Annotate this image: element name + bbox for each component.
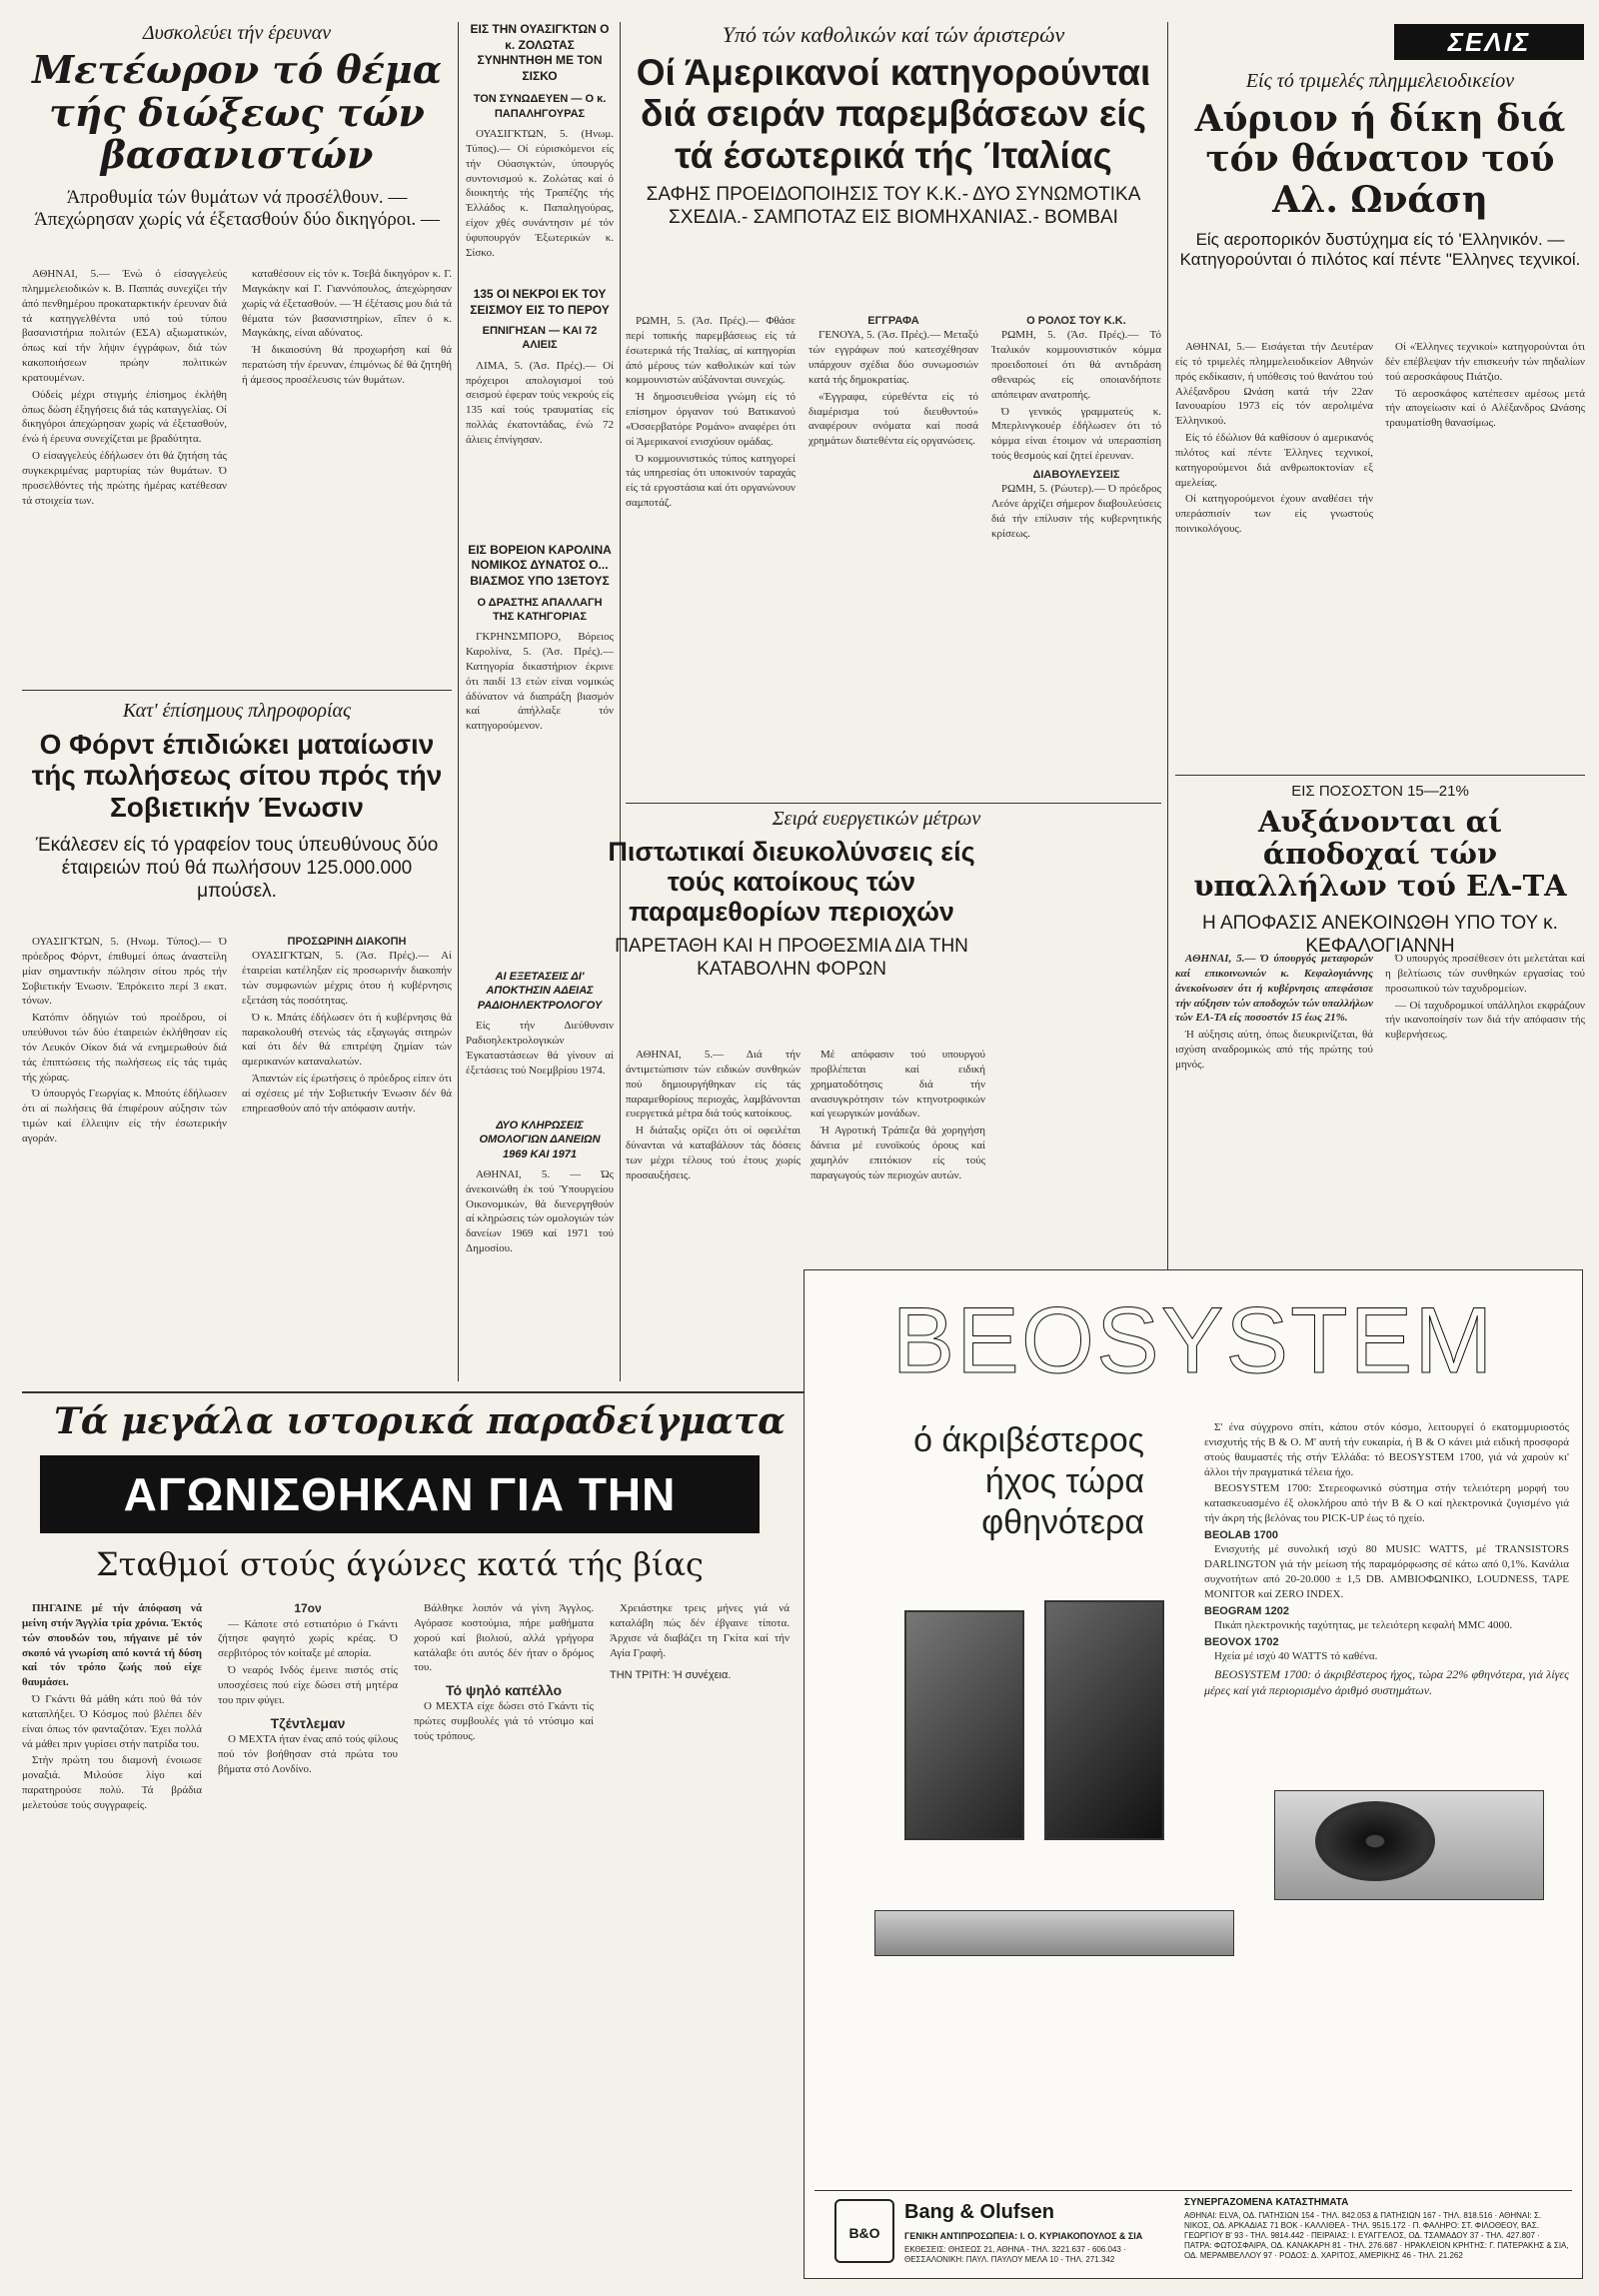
column-rule [458,22,459,1381]
paragraph: ΟΥΑΣΙΓΚΤΩΝ, 5. (Άσ. Πρές).— Αί έταιρείαι κατέληξαν είς προσωρινήν διακοπήν τών συμφωνιών μέχρις ότου ή κυβέρνησις εξετάση τάς ποσότητας. [242,950,452,1007]
article-onassis [1175,70,1585,770]
section-heading: ΠΡΟΣΩΡΙΝΗ ΔΙΑΚΟΠΗ [287,936,407,948]
body-col-1 [1175,340,1373,770]
spec-heading: BEOLAB 1700 [1204,1528,1278,1541]
paragraph: Κατόπιν όδηγιών τού προέδρου, οί υπεύθυνοι τών δύο έταιρειών έκλήθησαν είς τόν Λευκόν Οίκον διά νά ενημερωθούν διά τάς έπιπτώσεις τής πωλήσεως είς τάς τιμάς τής χώρας. [22,1012,227,1084]
body-col-1 [626,314,796,794]
paragraph: ΡΩΜΗ, 5. (Ρώυτερ).— Ό πρόεδρος Λεόνε άρχίζει σήμερον διαβουλεύσεις διά τήν επίλυσιν τής κυβερνητικής κρίσεως. [991,483,1161,540]
article-border-areas [596,808,1157,1347]
body-left [22,935,227,1374]
paragraph: ΓΚΡΗΝΣΜΠΟΡΟ, Βόρειος Καρολίνα, 5. (Άσ. Πρές).— Κατηγορία δικαστήριον έκρινε ότι παιδί 13 ετών είναι νομικώς άδύνατον νά διαπράξη βιασμόν καί άπήλλαξε τόν κατηγορούμενον. [466,631,614,733]
spec-heading: BEOGRAM 1202 [1204,1604,1289,1617]
paragraph: Ό νεαρός Ινδός έμεινε πιστός στίς υποσχέσεις πού είχε δώσει στή μητέρα του πριν φύγει. [218,1664,398,1706]
ad-footer [814,2190,1572,2272]
paragraph: ΠΗΓΑΙΝΕ μέ τήν άπόφαση νά μείνη στήν Άγγλία τρία χρόνια. Έκτός τών σπουδών του, πήγαινε μέ τόν σκοπό νά γνωρίση από κοντά τή δύση καί τόν τρόπο ζωής πού είχε θαυμάσει. [22,1602,202,1689]
paragraph: ΛΙΜΑ, 5. (Άσ. Πρές).— Οί πρόχειροι απολογισμοί τού σεισμού έφεραν τούς νεκρούς είς 135 καί τούς τραυματίας είς πολλάς έκατοντάδας, ένώ 72 άλιεις έπνίγησαν. [466,359,614,446]
paragraph: Ή αύξησις αύτη, όπως διευκρινίζεται, θά ισχύση αναδρομικώς από τής πρώτης τού μηνός. [1175,1029,1373,1071]
article-torturers [22,22,452,682]
paragraph: ΑΘΗΝΑΙ, 5. — Ώς άνεκοινώθη έκ τού Ύπουργείου Οικονομικών, θά διενεργηθούν αί κληρώσεις τών ομολογιών τών δανείων 1969 καί 1971 τού Δημοσίου. [466,1167,614,1255]
divider [626,803,1161,804]
logo-text: ΣΕΛΙΣ [1447,27,1531,57]
feature-subhead [40,1545,760,1591]
paragraph: BEOSYSTEM 1700: ό άκριβέστερος ήχος, τώρα 22% φθηνότερα, γιά λίγες μέρες καί γιά περιορισμένο άριθμό συστημάτων. [1204,1666,1569,1698]
headline: Πιστωτικαί διευκολύνσεις είς τούς κατοίκους τών παραμεθορίων περιοχών [608,837,975,928]
bo-badge-text: B&O [848,2225,880,2241]
paragraph: «Έγγραφα, εύρεθέντα είς τό διαμέρισμα τού διευθυντού» αναφέρουν ονόματα καί ποσά χρημάτων διατεθέντα είς οργανώσεις. [808,390,978,448]
subhead: Άπροθυμία τών θυμάτων νά προσέλθουν. — Άπεχώρησαν χωρίς νά έξετασθούν δύο δικηγόροι. — [34,186,440,231]
brief-subheadline: ΕΠΝΙΓΗΣΑΝ — ΚΑΙ 72 ΑΛΙΕΙΣ [482,325,598,352]
paragraph: Ό ύπουργός Γεωργίας κ. Μπούτς έδήλωσεν ότι αί πωλήσεις θά έπιφέρουν αύξησιν τών τιμών καί έλλειψιν είς τήν έσωτερικήν αγοράν. [22,1088,227,1145]
paragraph: Άπαντών είς έρωτήσεις ό πρόεδρος είπεν ότι αί σχέσεις μέ τήν Σοβιετικήν Ένωσιν δέν θά επηρεασθούν από τήν απόφασιν αυτήν. [242,1073,452,1115]
kicker: Σειρά ευεργετικών μέτρων [772,808,981,830]
body-col-2 [1385,340,1585,770]
kicker: Τά μεγάλα ιστορικά παραδείγματα [54,1401,786,1442]
paragraph: Οί «Έλληνες τεχνικοί» κατηγορούνται ότι δέν επέβλεψαν τήν επισκευήν τών πηδαλίων τού αεροσκάφους Πιάτζιο. [1385,341,1585,383]
ad-tagline: ό άκριβέστερος ήχος τώρα φθηνότερα [913,1421,1144,1541]
paragraph: Ο είσαγγελεύς έδήλωσεν ότι θά ζητήση τάς συγκεκριμένας μαρτυρίας τών θυμάτων. Ό προσελθόντες τής πρώτης ήμέρας κατέθεσαν τά στοιχεία των. [22,450,227,507]
paragraph: Ο ΜΕΧΤΑ είχε δώσει στό Γκάντι τίς πρώτες συμβουλές γιά τό ντύσιμο καί τούς τρόπους. [414,1700,594,1743]
paragraph: Ό κομμουνιστικός τύπος κατηγορεί τάς υπηρεσίας ότι υποκινούν ταραχάς είς τά εργοστάσια καί ότι οργανώνουν σαμποτάζ. [626,452,796,510]
ad-title-text: BEOSYSTEM [891,1287,1495,1392]
subhead: ΠΑΡΕΤΑΘΗ ΚΑΙ Η ΠΡΟΘΕΣΜΙΑ ΔΙΑ ΤΗΝ ΚΑΤΑΒΟΛΗΝ ΦΟΡΩΝ [615,935,968,980]
headline: Αυξάνονται αί άποδοχαί τών υπαλλήλων τού ΕΛ-ΤΑ [1193,804,1567,904]
briefs-column [466,22,614,1381]
section-number: 17ον [294,1601,322,1615]
distributor-text: ΕΚΘΕΣΕΙΣ: ΘΗΣΕΩΣ 21, ΑΘΗΝΑ - ΤΗΛ. 3221.637 - 606.043 · ΘΕΣΣΑΛΟΝΙΚΗ: ΠΑΥΛ. ΠΑΥΛΟΥ ΜΕΛΑ 10 - ΤΗΛ. 271.342 [904,2245,1126,2264]
brief-headline: ΕΙΣ ΤΗΝ ΟΥΑΣΙΓΚΤΩΝ Ο κ. ΖΟΛΩΤΑΣ ΣΥΝΗΝΤΗΘΗ ΜΕ ΤΟΝ ΣΙΣΚΟ [470,22,610,83]
section-heading: Ο ΡΟΛΟΣ ΤΟΥ Κ.Κ. [1026,315,1126,327]
speaker-right-illustration [1044,1600,1164,1840]
brief-body [466,1019,614,1109]
brief-body [466,630,614,960]
ad-title [804,1280,1582,1400]
subhead: ΣΑΦΗΣ ΠΡΟΕΙΔΟΠΟΙΗΣΙΣ ΤΟΥ Κ.Κ.- ΔΥΟ ΣΥΝΩΜΟΤΙΚΑ ΣΧΕΔΙΑ.- ΣΑΜΠΟΤΑΖ ΕΙΣ ΒΙΟΜΗΧΑΝΙΑΣ.- ΒΟΜΒΑΙ [646,184,1141,229]
paragraph: Ό υπουργός προσέθεσεν ότι μελετάται καί η βελτίωσις τών συνθηκών εργασίας τού προσωπικού τών ταχυδρομείων. [1385,953,1585,995]
body-col-1 [626,1048,800,1332]
headline: Αύριον ή δίκη διά τόν θάνατον τού Αλ. Ωνάση [1194,98,1566,221]
headline: Οί Άμερικανοί κατηγορούνται διά σειράν παρεμβάσεων είς τά έσωτερικά τής Ίταλίας [636,52,1151,176]
divider [22,690,452,691]
paragraph: Οί κατηγορούμενοι έχουν αναθέσει τήν υπεράσπισίν των είς γνωστούς ποινικολόγους. [1175,493,1373,536]
section-logo [1394,24,1584,60]
paragraph: — Κάποτε στό εστιατόριο ό Γκάντι ζήτησε φαγητό χωρίς κρέας. Ό σερβιτόρος τόν κοίταξε μέ απορία. [218,1617,398,1660]
dealers-text: ΑΘΗΝΑΙ: ELVA, ΟΔ. ΠΑΤΗΣΙΩΝ 154 - ΤΗΛ. 842.053 & ΠΑΤΗΣΙΩΝ 167 - ΤΗΛ. 818.516 · ΑΘΗΝΑΙ: Σ. ΝΙΚΟΣ, ΟΔ. ΑΡΚΑΔΙΑΣ 71 ΒΟΚ - ΚΑΛΛΙΘΕΑ - ΤΗΛ. 9515.172 · Π. ΦΑΛΗΡΟ: ΣΤ. ΦΙΛΟΘΕΟΥ, ΒΑΣ. ΓΕΩΡΓΙΟΥ Β' 93 - ΤΗΛ. 9814.442 · ΠΕΙΡΑΙΑΣ: Ι. ΕΥΑΓΓΕΛΟΣ, ΟΔ. ΤΣΑΜΑΔΟΥ 37 - ΤΗΛ. 427.807 · ΠΑΤΡΑ: ΦΩΤΟΣΦΑΙΡΑ, ΟΔ. ΚΑΝΑΚΑΡΗ 81 - ΤΗΛ. 276.687 · ΗΡΑΚΛΕΙΟΝ ΚΡΗΤΗΣ: Γ. ΠΑΤΕΡΑΚΗΣ & ΣΙΑ, ΟΔ. ΜΕΡΑΜΒΕΛΛΟΥ 97 · ΡΟΔΟΣ: Δ. ΧΑΡΙΤΟΣ, ΑΜΕΡΙΚΗΣ 46 - ΤΗΛ. 21.262 [1184,2211,1569,2260]
column-rule [1167,22,1168,1361]
brief-headline: ΑΙ ΕΞΕΤΑΣΕΙΣ ΔΙ' ΑΠΟΚΤΗΣΙΝ ΑΔΕΙΑΣ ΡΑΔΙΟΗΛΕΚΤΡΟΛΟΓΟΥ [477,971,603,1012]
body-col-3 [991,314,1161,794]
subhead: Σταθμοί στούς άγώνες κατά τής βίας [96,1545,704,1583]
brief-subheadline: ΤΟΝ ΣΥΝΩΔΕΥΕΝ — Ο κ. ΠΑΠΑΛΗΓΟΥΡΑΣ [473,93,607,120]
paragraph: ΡΩΜΗ, 5. (Άσ. Πρές).— Φθάσε περί τοπικής παρεμβάσεως είς τά έσωτερικά τής Ίταλίας, αί κατηγορίαι άπό μέρους τών καθολικών καί τών κομμουνιστών αύξάνονται συνεχώς. [626,315,796,387]
body-right [242,267,452,682]
section-heading: Τό ψηλό καπέλλο [445,1682,563,1699]
headline: Ο Φόρντ έπιδιώκει ματαίωσιν τής πωλήσεως σίτου πρός τήν Σοβιετικήν Ένωσιν [31,729,443,823]
feature-col-3 [414,1601,594,2281]
body-right [242,935,452,1374]
subhead: Η ΑΠΟΦΑΣΙΣ ΑΝΕΚΟΙΝΩΘΗ ΥΠΟ ΤΟΥ κ. ΚΕΦΑΛΟΓΙΑΝΝΗ [1202,912,1558,957]
paragraph: Ή δικαιοσύνη θά προχωρήση καί θά περατώση τήν έρευναν, έπιμόνως δέ θά ζητηθή ή άμεσος προσέλευσις τών θυμάτων. [242,344,452,386]
paragraph: ΑΘΗΝΑΙ, 5.— Ένώ ό είσαγγελεύς πλημμελειοδικών κ. Β. Παππάς συνεχίζει τήν άπό πενθημέρου προκαταρκτικήν έρευναν διά τά κατηγγελθέντα υπό τού τύπου βασανιστήρια πολιτών (ΕΣΑ) αξιωματικών, όπως καί τήν λήψιν έγγράφων, διά τών κακοποιήσεων πρώην πολιτικών κρατουμένων. [22,268,227,384]
paragraph: Βάλθηκε λοιπόν νά γίνη Άγγλος. Αγόρασε κοστούμια, πήρε μαθήματα χορού καί βιολιού, αλλά γρήγορα κατάλαβε ότι αυτός δέν ήταν ο δρόμος του. [414,1602,594,1674]
paragraph: Τό αεροσκάφος κατέπεσεν αμέσως μετά τήν απογείωσιν καί ό Αλέξανδρος Ωνάσης τραυματίσθη θανασίμως. [1385,387,1585,430]
paragraph: Ό γενικός γραμματεύς κ. Μπερλινγκουέρ έδήλωσεν ότι τό κόμμα είναι έτοιμον νά υπερασπίση τούς θεσμούς καί ζητεί έρευναν. [991,405,1161,463]
paragraph: ΑΘΗΝΑΙ, 5.— Διά τήν άντιμετώπισιν τών ειδικών συνθηκών πού δημιουργήθηκαν είς τάς παραμεθορίους περιοχάς, λαμβάνονται ευεργετικά μέτρα διά τούς κατοίκους. [626,1049,800,1121]
paragraph: Ο ΜΕΧΤΑ ήταν ένας από τούς φίλους πού τόν βοήθησαν στά πρώτα του βήματα στό Λονδίνο. [218,1732,398,1775]
paragraph: Στήν πρώτη του διαμονή ένοιωσε μοναξιά. Μιλούσε λίγο καί παρατηρούσε πολύ. Τά βράδια μελετούσε τούς συγγραφείς. [22,1754,202,1811]
kicker: Είς τό τριμελές πλημμελειοδικείον [1245,70,1515,92]
subhead: Είς αεροπορικόν δυστύχημα είς τό 'Ελληνικόν. — Κατηγορούνται ό πιλότος καί πέντε "Ελληνες τεχνικοί. [1179,229,1581,270]
paragraph: ΓΕΝΟΥΑ, 5. (Άσ. Πρές).— Μεταξύ τών εγγράφων πού κατεσχέθησαν υπάρχουν σχέδια δύο συνωμοσιών κατά τής δημοκρατίας. [808,329,978,386]
paragraph: Είς τό έδώλιον θά καθίσουν ό αμερικανός πιλότος καί πέντε Έλληνες τεχνικοί, κατηγορούμενοι διά ανθρωποκτονίαν εξ αμελείας. [1175,432,1373,489]
brief-headline: ΔΥΟ ΚΛΗΡΩΣΕΙΣ ΟΜΟΛΟΓΙΩΝ ΔΑΝΕΙΩΝ 1969 ΚΑΙ 1971 [479,1120,601,1160]
divider [1175,775,1585,776]
headline: Μετέωρον τό θέμα τής διώξεως τών βασανιστών [32,47,442,178]
paragraph: Μέ απόφασιν τού υπουργού προβλέπεται καί ειδική χρηματοδότησις διά τήν ανασυγκρότησιν τών κτηνοτροφικών καί γεωργικών μονάδων. [810,1049,985,1121]
article-ford-wheat [22,700,452,1379]
turntable-illustration [1274,1790,1544,1900]
paragraph: Είς τήν Διεύθυνσιν Ραδιοηλεκτρολογικών Έγκαταστάσεων θά γίνουν αί έξετάσεις τού Νοεμβρίου 1974. [466,1020,614,1077]
paragraph: Η διάταξις ορίζει ότι οί οφειλέται δύνανται νά καταβάλουν τάς δόσεις των μέχρι τέλους τού έτους χωρίς προσαυξήσεις. [626,1125,800,1181]
body-left [22,267,227,682]
article-italy [626,22,1161,797]
paragraph: BEOSYSTEM 1700: Στερεοφωνικό σύστημα στήν τελειότερη μορφή του κατασκευασμένο έξ ολοκλήρου από τήν B & O καί ηλεκτρονικά ζυγισμένο γιά τήν άκρη τής βελόνας του PICK-UP έως τό ηχείο. [1204,1482,1569,1525]
paragraph: Ούδείς μέχρι στιγμής έπίσημος έκλήθη όπως δώση έξηγήσεις διά τάς καταγγελίας. Οί δικηγόροι άπεχώρησαν χωρίς νά έξετασθούν, ένώ ή έρευνα συνεχίζεται με βραδύτητα. [22,388,227,446]
brief-body [466,1167,614,1381]
kicker: Δυσκολεύει τήν έρευναν [142,22,332,44]
paragraph: Ό κ. Μπάτς έδήλωσεν ότι ή κυβέρνησις θά παρακολουθή στενώς τάς εξαγωγάς σιτηρών καί ότι δέν θά επιτρέψη ζημίαν τών αμερικανών καταναλωτών. [242,1011,452,1069]
section-heading: Τζέντλεμαν [270,1714,346,1731]
kicker: ΕΙΣ ΠΟΣΟΣΤΟΝ 15—21% [1291,783,1469,800]
feature-col-1 [22,1601,202,2281]
distributor-heading: ΓΕΝΙΚΗ ΑΝΤΙΠΡΟΣΩΠΕΙΑ: Ι. Ο. ΚΥΡΙΑΚΟΠΟΥΛΟΣ & ΣΙΑ [904,2231,1143,2241]
paragraph: καταθέσουν είς τόν κ. Τσεβά δικηγόρον κ. Γ. Μαγκάκην καί Γ. Γιαννόπουλος, άπεχώρησαν χωρίς νά έξετασθούν. — Ή έξέτασις μου διά τά θέματα τών βασανιστηρίων, εΐπεν ό κ. Μαγκάκης, είναι αδύνατος. [242,268,452,340]
ad-copy [1204,1420,1569,1790]
feature-banner [40,1455,760,1533]
feature-col-4 [610,1601,790,2281]
body-col-2 [808,314,978,794]
spec-heading: BEOVOX 1702 [1204,1635,1279,1648]
paragraph: Ενισχυτής μέ συνολική ισχύ 80 MUSIC WATTS, μέ TRANSISTORS DARLINGTON γιά τήν μείωση τής παραμόρφωσης σέ κάτω από 0,1%. Κανάλια συχνοτήτων από 20-20.000 ± 1,5 DB. ΑΜΒΙΟΦΩΝΙΚΟ, LOUDNESS, TAPE MONITOR καί ZERO INDEX. [1204,1543,1569,1600]
brief-subheadline: Ο ΔΡΑΣΤΗΣ ΑΠΑΛΛΑΓΗ ΤΗΣ ΚΑΤΗΓΟΡΙΑΣ [477,596,603,623]
speaker-left-illustration [904,1610,1024,1840]
paragraph: ΑΘΗΝΑΙ, 5.— Ό ύπουργός μεταφορών καί επικοινωνιών κ. Κεφαλογιάννης άνεκοίνωσεν ότι ή κυβέρνησις απεφάσισε τήν αύξησιν τών αποδοχών τών υπαλλήλων τών ΕΛ-ΤΑ είς ποσοστόν 15 έως 21%. [1175,953,1373,1025]
continued-note: ΤΗΝ ΤΡΙΤΗ: Ή συνέχεια. [610,1669,732,1682]
subhead: Έκάλεσεν είς τό γραφείον τους ύπευθύνους δύο έταιρειών πού θά πωλήσουν 125.000.000 μπούσελ. [35,835,439,902]
banner-text: ΑΓΩΝΙΣΘΗΚΑΝ ΓΙΑ ΤΗΝ [123,1468,677,1520]
bo-badge [834,2199,894,2263]
section-heading: ΔΙΑΒΟΥΛΕΥΣΕΙΣ [1032,468,1120,481]
kicker: Κατ' έπίσημους πληροφορίας [122,700,352,722]
brand-name: Bang & Olufsen [904,2201,1055,2223]
paragraph: ΑΘΗΝΑΙ, 5.— Εισάγεται τήν Δευτέραν είς τό τριμελές πλημμελειοδικείον Αθηνών πρός εκδίκασιν, ή υπόθεσις τού θανάτου τού Αλέξανδρου Ωνάση κατά τήν 22αν Ιανουαρίου 1973 είς τόν αερολιμένα Έλληνικού. [1175,341,1373,428]
paragraph: Ή Αγροτική Τράπεζα θά χορηγήση δάνεια μέ ευνοϊκούς όρους καί χαμηλόν επιτόκιον είς τούς παραγωγούς τών περιοχών αυτών. [810,1125,985,1181]
paragraph: Σ' ένα σύγχρονο σπίτι, κάπου στόν κόσμο, λειτουργεί ό εκατομμυριοστός ενισχυτής τής B & O. Μ' αυτή τήν ευκαιρία, ή B & O κάνει μιά ειδική προσφορά στούς θαυμαστές τής στήν Έλλάδα: τό BEOSYSTEM 1700, γιά νά χαρούν κι' άλλοι τήν πραγματικά τέλεια ήχο. [1204,1421,1569,1478]
paragraph: Ό Γκάντι θά μάθη κάτι πού θά τόν καταπλήξει. Ό Κόσμος πού βλέπει δέν είναι όπως τόν φανταζόταν. Έχει πολλά νά μάθει πριν γυρίσει στήν πατρίδα του. [22,1693,202,1750]
paragraph: Χρειάστηκε τρεις μήνες γιά νά καταλάβη πώς δέν έβγαινε τίποτα. Άρχισε νά διαβάζει τη Γκίτα καί τήν Αγία Γραφή. [610,1602,790,1659]
section-heading: ΕΓΓΡΑΦΑ [867,315,919,327]
record-icon [1315,1801,1435,1881]
paragraph: ΟΥΑΣΙΓΚΤΩΝ, 5. (Ηνωμ. Τύπος).— Ό πρόεδρος Φόρντ, έπιθυμεί όπως άναστείλη μίαν σημαντικήν πώλησιν σίτου πρός τήν Σοβιετικήν Ένωσιν. Έπρόκειτο περί 3 εκατ. τόνων. [22,936,227,1008]
paragraph: Ηχεία μέ ισχύ 40 WATTS τό καθένα. [1214,1650,1378,1663]
advertisement-beosystem [803,1269,1583,2279]
dealers-heading: ΣΥΝΕΡΓΑΖΟΜΕΝΑ ΚΑΤΑΣΤΗΜΑΤΑ [1184,2197,1349,2208]
feature-body [22,1601,797,2281]
brief-body [466,359,614,529]
paragraph: ΟΥΑΣΙΓΚΤΩΝ, 5. (Ηνωμ. Τύπος).— Οί εύρισκόμενοι είς τήν Ούασιγκτών, ύπουργός συντονισμού κ. Ζολώτας καί ό διοικητής τής Τραπέζης τής Έλλάδος κ. Παπαληγούρας, είχον χθές συνάντησιν μέ τόν ύφυπουργόν Έξωτερικών κ. Σίσκο. [466,127,614,259]
brief-headline: 135 ΟΙ ΝΕΚΡΟΙ ΕΚ ΤΟΥ ΣΕΙΣΜΟΥ ΕΙΣ ΤΟ ΠΕΡΟΥ [470,286,610,317]
feature-history-kicker [40,1401,800,1451]
receiver-illustration [874,1910,1234,1956]
paragraph: ΡΩΜΗ, 5. (Άσ. Πρές).— Τό Ίταλικόν κομμουνιστικόν κόμμα προειδοποιεί ότι θά αντιδράση σθεναρώς είς οποιανδήποτε απόπειραν ανατροπής. [991,329,1161,401]
paragraph: Πικάπ ηλεκτρονικής ταχύτητας, με τελειότερη κεφαλή MMC 4000. [1214,1618,1513,1631]
brief-body [466,127,614,277]
paragraph: Ή δημοσιευθείσα γνώμη είς τό επίσημον όργανον τού Βατικανού «Όσσερβατόρε Ρομάνο» αναφέρει ότι οί Άμερικανοί ενισχύουν ομάδας. [626,391,796,448]
kicker: Υπό τών καθολικών καί τών άριστερών [722,22,1065,47]
feature-col-2 [218,1601,398,2281]
paragraph: — Οί ταχυδρομικοί υπάλληλοι εκφράζουν τήν ικανοποίησίν των διά τήν απόφασιν τής κυβερνήσεως. [1385,999,1585,1042]
brief-headline: ΕΙΣ ΒΟΡΕΙΟΝ ΚΑΡΟΛΙΝΑ ΝΟΜΙΚΟΣ ΔΥΝΑΤΟΣ Ο... ΒΙΑΣΜΟΣ ΥΠΟ 13ΕΤΟΥΣ [468,542,612,588]
